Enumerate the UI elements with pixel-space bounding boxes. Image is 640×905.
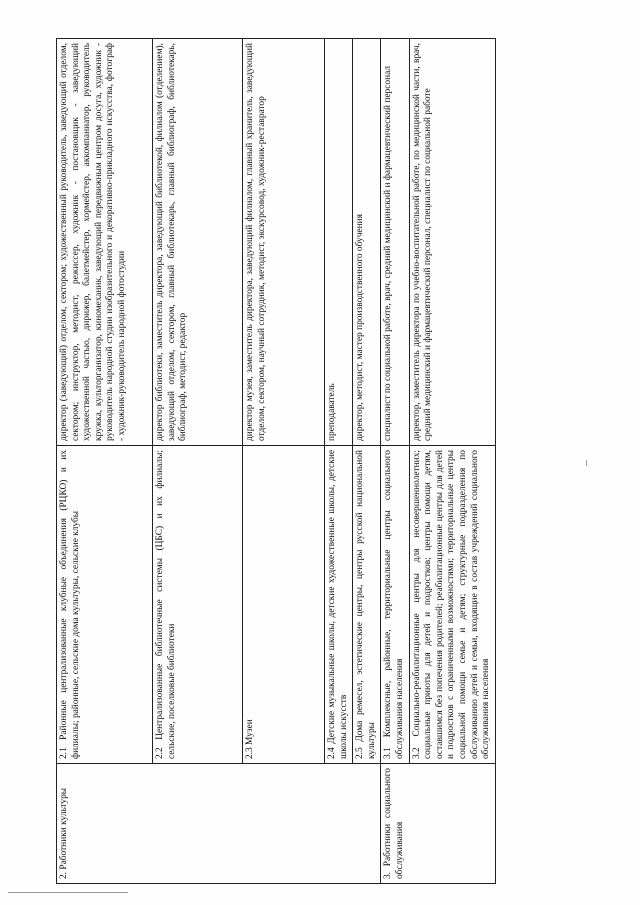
institution-cell: 3.2 Социально-реабилитационные центры для несовершеннолетних; социальные приюты для детей и подростков; центры помощи детям, оставшимся без попечения родителей; реабилитационные центры для детей и подростков с ограниченными возможностями; территориальные центры социальной помощи семье и детям; структурные подразделения по обслуживанию детей и семьи, входящие в состав учреждений социального обслуживания населения bbox=[409, 446, 495, 764]
institution-cell: 3.1 Комплексные, районные, территориальные центры социального обслуживания населения bbox=[381, 446, 409, 764]
positions-table bbox=[56, 38, 496, 884]
table-row bbox=[325, 39, 353, 884]
positions-cell: директор библиотеки, заместитель директора, заведующий библиотекой, филиалом (отделением), заведующий отделом, сектором, главный библиотекарь, главный библиограф, библиотекарь, библиограф, методист, редактор bbox=[153, 39, 243, 446]
rotated-table-wrapper bbox=[56, 39, 514, 884]
institution-cell: 2.2 Централизованные библиотечные системы (ЦБС) и их филиалы; сельские, поселковые библиотеки bbox=[153, 446, 243, 764]
institution-cell: 2.5 Дома ремесел, эстетические центры, центры русской национальной культуры bbox=[353, 446, 381, 764]
table-row bbox=[243, 39, 325, 884]
positions-cell: директор музея, заместитель директора, заведующий филиалом, главный хранитель, заведующий отделом, сектором, научный сотрудник, методист, экскурсовод, художник-реставратор bbox=[243, 39, 325, 446]
positions-cell: директор, заместитель директора по учебно-воспитательной работе, по медицинской части, врач, средний медицинский и фармацевтический персонал, специалист по социальной работе bbox=[409, 39, 495, 446]
positions-cell: преподаватель bbox=[325, 39, 353, 446]
positions-cell: директор (заведующий) отделом, сектором; художественный руководитель, заведующий отделом, сектором; инструктор, методист, режиссер, художник - постановщик - заведующий художественной частью, дирижер, балетмейстер, хормейстер, аккомпаниатор, руководитель кружка, культорганизатор, киномеханик, заведующий передвижным центром досуга, художник - руководитель народной студии изобразительного и декоративно-прикладного искусства, фотограф - художник-руководитель народной фотостудии bbox=[57, 39, 153, 446]
category-cell: 2. Работники культуры bbox=[57, 764, 381, 884]
institution-cell: 2.4 Детские музыкальные школы, детские художественные школы, детские школы искусств bbox=[325, 446, 353, 764]
table-row bbox=[353, 39, 381, 884]
table-row bbox=[409, 39, 495, 884]
positions-cell: специалист по социальной работе, врач, средний медицинский и фармацевтический персонал bbox=[381, 39, 409, 446]
scan-artifact-line bbox=[586, 460, 587, 466]
category-cell: 3. Работники социального обслуживания bbox=[381, 764, 495, 884]
institution-cell: 2.1 Районные централизованные клубные объединения (РЦКО) и их филиалы; районные, сельские дома культуры, сельские клубы bbox=[57, 446, 153, 764]
institution-cell: 2.3 Музеи bbox=[243, 446, 325, 764]
table-row bbox=[57, 39, 153, 884]
table-row bbox=[381, 39, 409, 884]
table-row bbox=[153, 39, 243, 884]
positions-cell: директор, методист, мастер производственного обучения bbox=[353, 39, 381, 446]
scan-artifact-line bbox=[8, 892, 128, 893]
